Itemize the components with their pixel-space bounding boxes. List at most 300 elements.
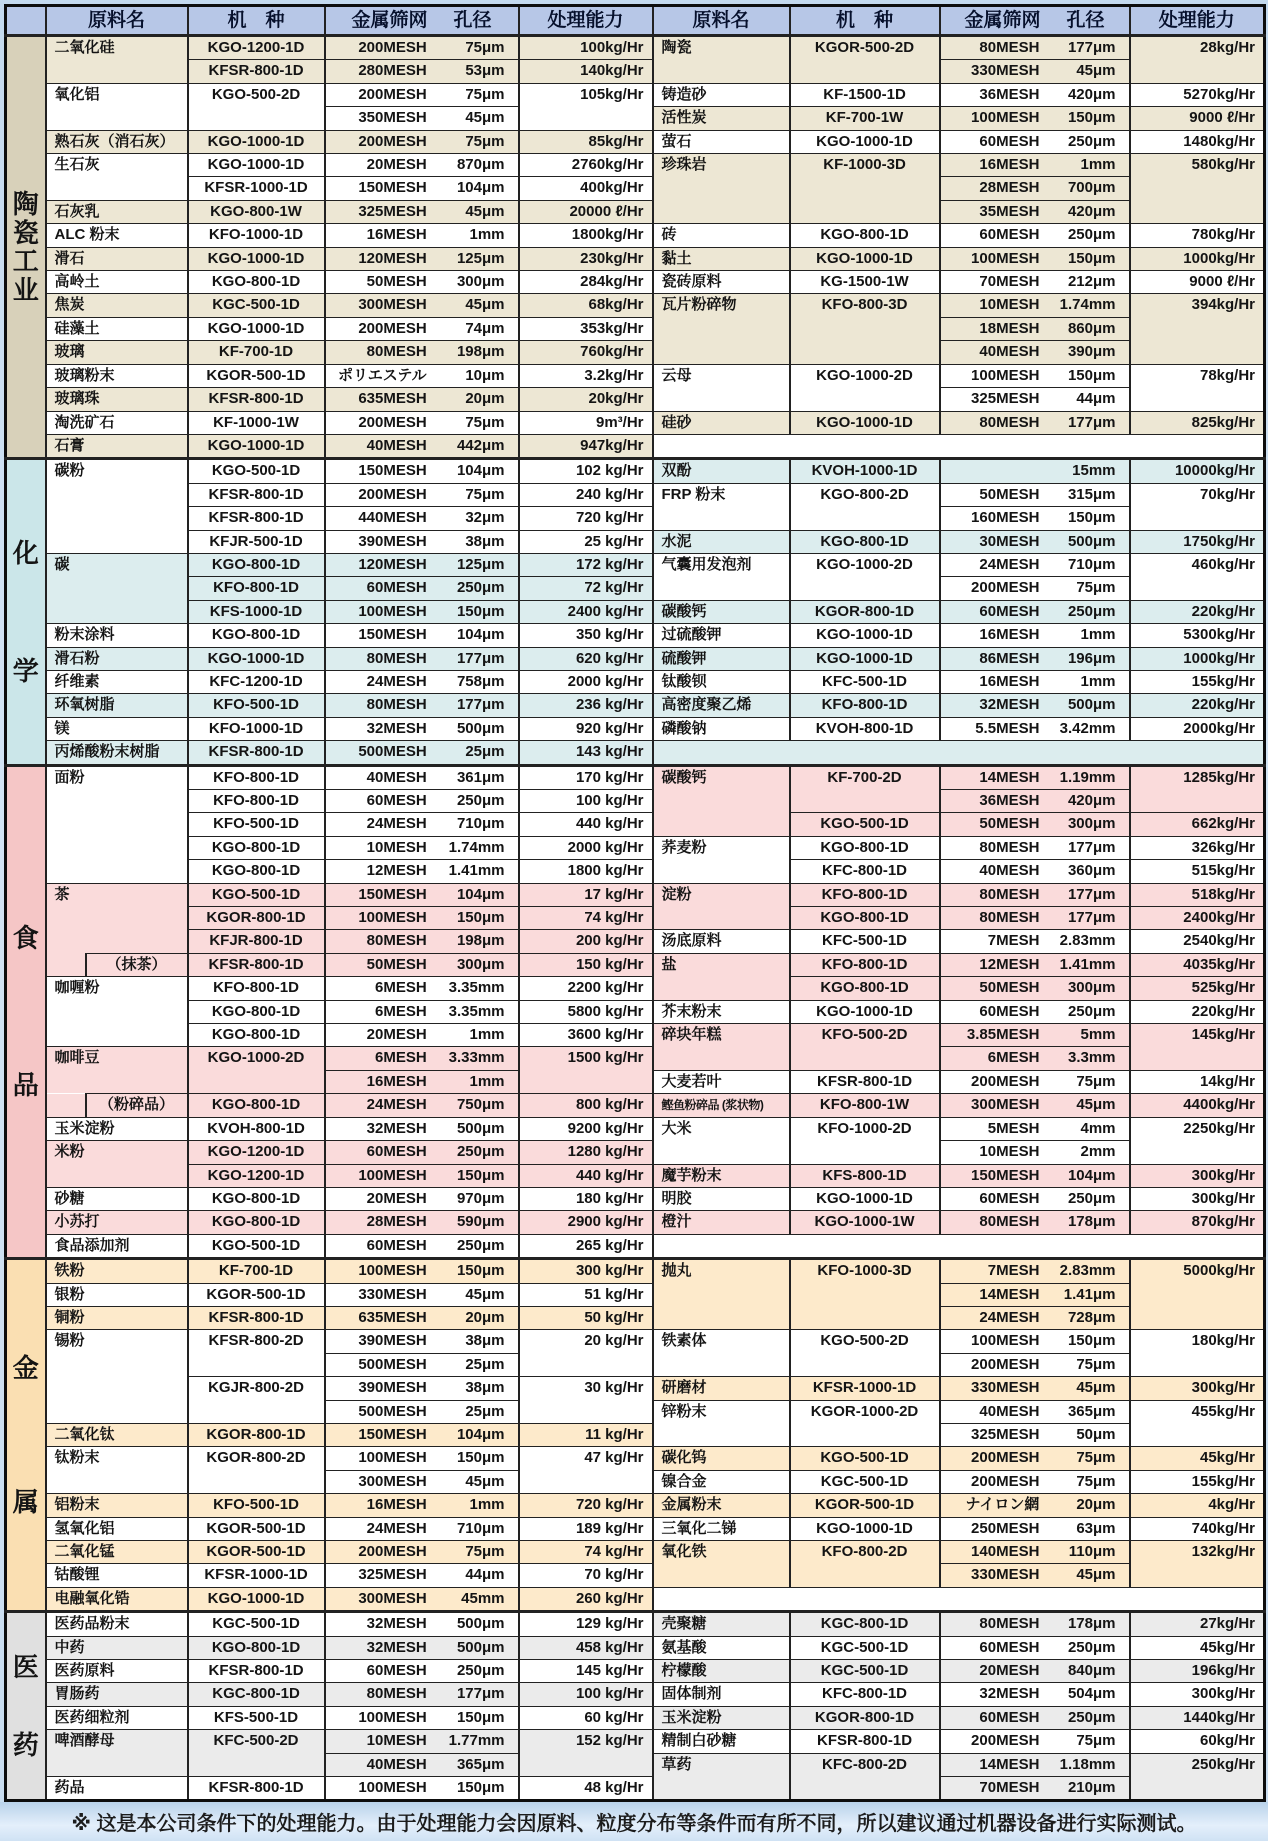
cell-material: 碳酸钙 — [653, 600, 790, 623]
table-row — [6, 1587, 1265, 1611]
cell-material: 面粉 — [46, 765, 188, 883]
mesh-aperture-wrap — [941, 37, 1129, 59]
cell-machine: KGO-1000-1W — [790, 1211, 940, 1234]
cell-material: 啤酒酵母 — [46, 1730, 188, 1777]
table-row — [6, 388, 1265, 411]
mesh-aperture-wrap — [941, 1471, 1129, 1493]
cell-material: 盐 — [653, 953, 790, 1000]
mesh-aperture-wrap — [941, 388, 1129, 410]
cell-material: ALC 粉末 — [46, 224, 188, 247]
cell-mesh-aperture — [940, 60, 1130, 83]
cell-machine: KFSR-800-1D — [790, 1070, 940, 1093]
cell-mesh-aperture — [940, 1024, 1130, 1047]
mesh-aperture-wrap — [326, 1165, 518, 1187]
mesh-value: 70MESH — [979, 1779, 1040, 1797]
aperture-value: 365μm — [456, 1755, 505, 1773]
mesh-aperture-wrap — [326, 507, 518, 529]
cell-material: 玉米淀粉 — [46, 1117, 188, 1140]
cell-mesh-aperture — [940, 530, 1130, 553]
cell-material: 砂糖 — [46, 1187, 188, 1210]
table-row — [6, 294, 1265, 317]
table-row — [6, 741, 1265, 765]
cell-material: 壳聚糖 — [653, 1612, 790, 1636]
mesh-aperture-wrap — [941, 648, 1129, 670]
table-row — [6, 1541, 1265, 1564]
cell-material: 淘洗矿石 — [46, 411, 188, 434]
cell-mesh-aperture — [940, 1636, 1130, 1659]
aperture-value: 250μm — [1067, 1002, 1116, 1020]
processing-capacity-table — [4, 4, 1266, 1802]
cell-capacity: 518kg/Hr — [1130, 883, 1265, 906]
table-row — [6, 1000, 1265, 1023]
aperture-value: 1mm — [469, 1496, 505, 1514]
mesh-value: 40MESH — [979, 862, 1040, 880]
table-row — [6, 1187, 1265, 1210]
mesh-value: 100MESH — [971, 366, 1040, 384]
cell-machine: KGJR-800-2D — [188, 1377, 325, 1424]
cell-capacity: 17 kg/Hr — [519, 883, 653, 906]
mesh-aperture-wrap — [326, 860, 518, 882]
cell-material: 水泥 — [653, 530, 790, 553]
cell-capacity: 20kg/Hr — [519, 388, 653, 411]
aperture-value: 104μm — [456, 626, 505, 644]
mesh-aperture-wrap — [326, 531, 518, 553]
cell-mesh-aperture — [325, 1470, 519, 1493]
aperture-value: 150μm — [1067, 366, 1116, 384]
mesh-value: 80MESH — [979, 413, 1040, 431]
aperture-value: 3.35mm — [448, 979, 505, 997]
header-mesh-label: 金属筛网 — [351, 10, 428, 31]
mesh-value: 120MESH — [358, 249, 427, 267]
cell-machine: KGO-800-2D — [790, 483, 940, 530]
cell-material: 铜粉 — [46, 1306, 188, 1329]
table-row — [6, 507, 1265, 530]
cell-material: 医药细粒剂 — [46, 1706, 188, 1729]
cell-material: 玉米淀粉 — [653, 1706, 790, 1729]
cell-material-subname: （粉碎品） — [86, 1094, 188, 1117]
cell-machine: KGOR-800-1D — [790, 600, 940, 623]
cell-material: 大米 — [653, 1117, 790, 1164]
cell-material: 硅砂 — [653, 411, 790, 434]
mesh-aperture-wrap — [326, 1637, 518, 1659]
cell-material: 气囊用发泡剂 — [653, 553, 790, 600]
aperture-value: 75μm — [465, 485, 505, 503]
aperture-value: 177μm — [1067, 909, 1116, 927]
mesh-value: 100MESH — [971, 109, 1040, 127]
cell-capacity: 460kg/Hr — [1130, 553, 1265, 600]
cell-mesh-aperture — [325, 553, 519, 576]
aperture-value: 1mm — [469, 1026, 505, 1044]
mesh-value: 120MESH — [358, 555, 427, 573]
cell-material: 胃肠药 — [46, 1683, 188, 1706]
cell-mesh-aperture — [940, 1470, 1130, 1493]
mesh-value: 100MESH — [358, 1708, 427, 1726]
cell-capacity: 150 kg/Hr — [519, 953, 653, 976]
cell-machine: KFC-500-2D — [188, 1730, 325, 1777]
cell-machine: KFJR-500-1D — [188, 530, 325, 553]
cell-mesh-aperture — [940, 1400, 1130, 1423]
mesh-value: 60MESH — [366, 792, 427, 809]
cell-material: 玻璃粉末 — [46, 364, 188, 387]
mesh-aperture-wrap — [326, 1071, 518, 1093]
mesh-value: 160MESH — [971, 509, 1040, 527]
cell-capacity: 70 kg/Hr — [519, 1564, 653, 1587]
mesh-value: 100MESH — [358, 602, 427, 620]
mesh-value: 86MESH — [979, 649, 1040, 667]
cell-machine: KFJR-800-1D — [188, 930, 325, 953]
cell-capacity: 85kg/Hr — [519, 130, 653, 153]
cell-machine: KGOR-800-2D — [188, 1447, 325, 1494]
cell-mesh-aperture — [325, 1400, 519, 1423]
mesh-aperture-wrap — [941, 84, 1129, 106]
cell-capacity: 240 kg/Hr — [519, 483, 653, 506]
aperture-value: 3.3mm — [1067, 1049, 1116, 1067]
cell-capacity: 140kg/Hr — [519, 60, 653, 83]
aperture-value: 150μm — [1067, 249, 1116, 267]
cell-capacity: 260 kg/Hr — [519, 1587, 653, 1611]
aperture-value: 250μm — [1067, 226, 1116, 244]
aperture-value: 45μm — [465, 296, 505, 314]
mesh-value: 80MESH — [979, 885, 1040, 903]
cell-capacity: 100 kg/Hr — [519, 1683, 653, 1706]
cell-capacity: 20000 ℓ/Hr — [519, 200, 653, 223]
aperture-value: 3.33mm — [448, 1049, 505, 1067]
cell-machine: KGOR-800-1D — [790, 1706, 940, 1729]
mesh-value: 14MESH — [979, 768, 1040, 786]
cell-capacity: 45kg/Hr — [1130, 1636, 1265, 1659]
cell-capacity: 68kg/Hr — [519, 294, 653, 317]
header-capacity-left: 处理能力 — [519, 6, 653, 36]
table-row — [6, 1259, 1265, 1283]
mesh-aperture-wrap — [326, 1754, 518, 1776]
cell-capacity: 220kg/Hr — [1130, 694, 1265, 717]
cell-mesh-aperture — [325, 836, 519, 859]
mesh-value: 80MESH — [366, 932, 427, 950]
table-row — [6, 177, 1265, 200]
cell-mesh-aperture — [325, 953, 519, 976]
mesh-aperture-wrap — [941, 954, 1129, 976]
cell-machine: KF-700-1D — [188, 341, 325, 364]
mesh-aperture-wrap — [326, 388, 518, 410]
aperture-value: 1.77mm — [448, 1732, 505, 1750]
table-row — [6, 434, 1265, 458]
aperture-value: 1.41mm — [1059, 955, 1116, 973]
mesh-aperture-wrap — [941, 1494, 1129, 1516]
cell-capacity: 220kg/Hr — [1130, 600, 1265, 623]
mesh-value: 32MESH — [979, 696, 1040, 714]
table-row — [6, 1047, 1265, 1070]
cell-material: 精制白砂糖 — [653, 1730, 790, 1753]
mesh-value: 20MESH — [366, 156, 427, 174]
aperture-value: 104μm — [456, 179, 505, 197]
cell-mesh-aperture — [940, 1423, 1130, 1446]
cell-material: 硅藻土 — [46, 317, 188, 340]
cell-capacity: 47 kg/Hr — [519, 1447, 653, 1494]
cell-material: 鲣鱼粉碎品 (浆状物) — [653, 1094, 790, 1117]
cell-capacity: 800 kg/Hr — [519, 1094, 653, 1117]
cell-mesh-aperture — [325, 1211, 519, 1234]
mesh-value: 80MESH — [979, 838, 1040, 856]
mesh-value: 60MESH — [979, 226, 1040, 244]
table-row — [6, 1423, 1265, 1446]
cell-capacity: 440 kg/Hr — [519, 813, 653, 836]
cell-material: 碳化钨 — [653, 1447, 790, 1470]
aperture-value: 210μm — [1067, 1779, 1116, 1797]
cell-capacity: 100kg/Hr — [519, 36, 653, 60]
cell-mesh-aperture — [940, 1000, 1130, 1023]
mesh-value: 3.85MESH — [966, 1026, 1040, 1044]
cell-mesh-aperture — [940, 553, 1130, 576]
cell-mesh-aperture — [940, 1187, 1130, 1210]
aperture-value: 710μm — [1067, 555, 1116, 573]
table-row — [6, 224, 1265, 247]
cell-mesh-aperture — [940, 883, 1130, 906]
cell-mesh-aperture — [325, 717, 519, 740]
mesh-value: 20MESH — [979, 1662, 1040, 1680]
aperture-value: 500μm — [456, 1638, 505, 1656]
mesh-value: 200MESH — [358, 319, 427, 337]
cell-capacity: 189 kg/Hr — [519, 1517, 653, 1540]
table-row — [6, 317, 1265, 340]
mesh-aperture-wrap — [941, 177, 1129, 199]
cell-machine: KFSR-800-1D — [188, 483, 325, 506]
aperture-value: 177μm — [1067, 39, 1116, 56]
cell-material: 金属粉末 — [653, 1494, 790, 1517]
cell-machine: KFO-1000-3D — [790, 1259, 940, 1330]
aperture-value: 45μm — [465, 109, 505, 127]
aperture-value: 25μm — [465, 1355, 505, 1373]
section-label — [6, 36, 46, 459]
aperture-value: 150μm — [1067, 1332, 1116, 1350]
cell-machine: KGO-800-1D — [188, 1024, 325, 1047]
mesh-aperture-wrap — [941, 131, 1129, 153]
aperture-value: 45μm — [1076, 62, 1116, 80]
mesh-aperture-wrap — [326, 365, 518, 387]
aperture-value: 500μm — [456, 1119, 505, 1137]
cell-mesh-aperture — [325, 1094, 519, 1117]
mesh-aperture-wrap — [941, 531, 1129, 553]
cell-machine: KGO-1000-1D — [790, 647, 940, 670]
cell-capacity: 129 kg/Hr — [519, 1612, 653, 1636]
cell-machine: KGO-1000-2D — [790, 553, 940, 600]
cell-mesh-aperture — [940, 1660, 1130, 1683]
cell-capacity: 455kg/Hr — [1130, 1400, 1265, 1447]
cell-material: 药品 — [46, 1777, 188, 1801]
mesh-aperture-wrap — [326, 601, 518, 623]
mesh-value: 50MESH — [366, 273, 427, 291]
cell-machine: KVOH-800-1D — [790, 717, 940, 740]
cell-material: 瓷砖原料 — [653, 271, 790, 294]
mesh-value: 16MESH — [366, 1496, 427, 1514]
cell-mesh-aperture — [325, 224, 519, 247]
mesh-value: 60MESH — [979, 602, 1040, 620]
table-row — [6, 1730, 1265, 1753]
cell-capacity: 458 kg/Hr — [519, 1636, 653, 1659]
cell-mesh-aperture — [940, 130, 1130, 153]
cell-mesh-aperture — [940, 1094, 1130, 1117]
header-machine-left: 机 种 — [188, 6, 325, 36]
cell-mesh-aperture — [325, 107, 519, 130]
cell-capacity: 353kg/Hr — [519, 317, 653, 340]
mesh-value: 150MESH — [358, 1425, 427, 1443]
cell-mesh-aperture — [325, 1141, 519, 1164]
mesh-value: 200MESH — [358, 413, 427, 431]
mesh-aperture-wrap — [941, 1541, 1129, 1563]
mesh-aperture-wrap — [941, 1660, 1129, 1682]
cell-capacity: 400kg/Hr — [519, 177, 653, 200]
mesh-aperture-wrap — [326, 1284, 518, 1306]
mesh-aperture-wrap — [941, 624, 1129, 646]
cell-material: 熟石灰（消石灰） — [46, 130, 188, 153]
cell-capacity: 720 kg/Hr — [519, 1494, 653, 1517]
cell-material: 二氧化钛 — [46, 1423, 188, 1446]
cell-mesh-aperture — [325, 647, 519, 670]
mesh-aperture-wrap — [326, 484, 518, 506]
cell-mesh-aperture — [325, 1353, 519, 1376]
table-row — [6, 1164, 1265, 1187]
cell-machine: KGO-1000-1D — [790, 1000, 940, 1023]
table-row — [6, 1660, 1265, 1683]
cell-machine: KFC-500-1D — [790, 670, 940, 693]
mesh-aperture-wrap — [326, 107, 518, 129]
aperture-value: 75μm — [1076, 1472, 1116, 1490]
mesh-value: 80MESH — [979, 909, 1040, 927]
mesh-value: 35MESH — [979, 202, 1040, 220]
cell-mesh-aperture — [940, 1259, 1130, 1283]
section-label-char: 化 — [12, 537, 39, 568]
mesh-aperture-wrap — [326, 1260, 518, 1282]
cell-material: 魔芋粉末 — [653, 1164, 790, 1187]
mesh-aperture-wrap — [941, 271, 1129, 293]
mesh-aperture-wrap — [326, 1518, 518, 1540]
cell-capacity: 250kg/Hr — [1130, 1753, 1265, 1801]
cell-machine: KFO-500-1D — [188, 813, 325, 836]
cell-machine: KGO-1000-1D — [188, 130, 325, 153]
cell-mesh-aperture — [940, 647, 1130, 670]
aperture-value: 104μm — [456, 462, 505, 480]
empty-row-cell — [653, 1234, 1265, 1258]
cell-material: 米粉 — [46, 1141, 188, 1188]
table-row — [6, 200, 1265, 223]
cell-machine: KFO-800-1D — [188, 790, 325, 813]
cell-capacity: 172 kg/Hr — [519, 553, 653, 576]
cell-capacity: 9200 kg/Hr — [519, 1117, 653, 1140]
table-row — [6, 36, 1265, 60]
mesh-aperture-wrap — [326, 1683, 518, 1705]
cell-material: 石灰乳 — [46, 200, 188, 223]
mesh-value: 70MESH — [979, 273, 1040, 291]
aperture-value: 44μm — [1076, 390, 1116, 408]
aperture-value: 25μm — [465, 743, 505, 761]
section-label — [6, 459, 46, 765]
cell-material: 硫酸钾 — [653, 647, 790, 670]
cell-machine: KGO-800-1D — [790, 977, 940, 1000]
mesh-aperture-wrap — [941, 1707, 1129, 1729]
aperture-value: 150μm — [1067, 509, 1116, 527]
cell-machine: KF-700-2D — [790, 765, 940, 813]
cell-material: 镁 — [46, 717, 188, 740]
cell-mesh-aperture — [940, 577, 1130, 600]
mesh-aperture-wrap — [941, 694, 1129, 716]
aperture-value: 50μm — [1076, 1425, 1116, 1443]
aperture-value: 315μm — [1067, 485, 1116, 503]
cell-material: 锡粉 — [46, 1330, 188, 1424]
aperture-value: 250μm — [1067, 1189, 1116, 1207]
cell-machine: KFC-500-1D — [790, 930, 940, 953]
table-header-row — [6, 6, 1265, 36]
cell-capacity: 1800kg/Hr — [519, 224, 653, 247]
table-row — [6, 1117, 1265, 1140]
cell-material: 电融氧化锆 — [46, 1587, 188, 1611]
mesh-value: 50MESH — [979, 815, 1040, 833]
table-row — [6, 341, 1265, 364]
mesh-value: 5MESH — [987, 1119, 1040, 1137]
aperture-value: 45μm — [1076, 1566, 1116, 1584]
header-aperture-label: 孔径 — [453, 10, 492, 31]
cell-machine: KGC-500-1D — [188, 1612, 325, 1636]
cell-machine: KGOR-800-1D — [188, 907, 325, 930]
mesh-value: 200MESH — [971, 1072, 1040, 1090]
cell-machine: KGO-800-1D — [188, 1094, 325, 1117]
mesh-aperture-wrap — [941, 1071, 1129, 1093]
cell-material: 固体制剂 — [653, 1683, 790, 1706]
aperture-value: 500μm — [456, 719, 505, 737]
aperture-value: 250μm — [1067, 1638, 1116, 1656]
cell-capacity: 720 kg/Hr — [519, 507, 653, 530]
aperture-value: 198μm — [456, 343, 505, 361]
cell-machine: KFO-800-1D — [188, 577, 325, 600]
aperture-value: 1mm — [469, 1072, 505, 1090]
mesh-aperture-wrap — [326, 412, 518, 434]
cell-machine: KFC-800-1D — [790, 1683, 940, 1706]
cell-machine: KFSR-800-1D — [188, 1777, 325, 1801]
cell-capacity: 102 kg/Hr — [519, 459, 653, 483]
mesh-value: 300MESH — [358, 1589, 427, 1607]
mesh-value: 200MESH — [971, 1355, 1040, 1373]
mesh-aperture-wrap — [941, 248, 1129, 270]
cell-capacity: 2540kg/Hr — [1130, 930, 1265, 953]
cell-mesh-aperture — [940, 364, 1130, 387]
cell-material: 氨基酸 — [653, 1636, 790, 1659]
cell-capacity: 220kg/Hr — [1130, 1000, 1265, 1023]
table-row — [6, 953, 1265, 976]
cell-material: 环氧树脂 — [46, 694, 188, 717]
cell-material: 纤维素 — [46, 670, 188, 693]
cell-mesh-aperture — [325, 130, 519, 153]
aperture-value: 38μm — [465, 1332, 505, 1350]
cell-machine: KFO-500-2D — [790, 1024, 940, 1071]
cell-machine: KFSR-800-2D — [188, 1330, 325, 1377]
cell-machine: KFS-800-1D — [790, 1164, 940, 1187]
cell-material: 钛粉末 — [46, 1447, 188, 1494]
cell-machine: KGO-800-1D — [790, 530, 940, 553]
cell-mesh-aperture — [940, 1164, 1130, 1187]
aperture-value: 75μm — [1076, 1732, 1116, 1750]
mesh-aperture-wrap — [326, 131, 518, 153]
mesh-aperture-wrap — [941, 484, 1129, 506]
cell-material: 钴酸锂 — [46, 1564, 188, 1587]
table-row — [6, 1683, 1265, 1706]
aperture-value: 74μm — [465, 319, 505, 337]
cell-mesh-aperture — [325, 1259, 519, 1283]
aperture-value: 3.42mm — [1059, 719, 1116, 737]
cell-mesh-aperture — [325, 1187, 519, 1210]
empty-row-cell — [653, 1587, 1265, 1611]
cell-material: 芥末粉末 — [653, 1000, 790, 1023]
mesh-value: 10MESH — [979, 1143, 1040, 1161]
cell-capacity: 51 kg/Hr — [519, 1283, 653, 1306]
cell-mesh-aperture — [940, 813, 1130, 836]
